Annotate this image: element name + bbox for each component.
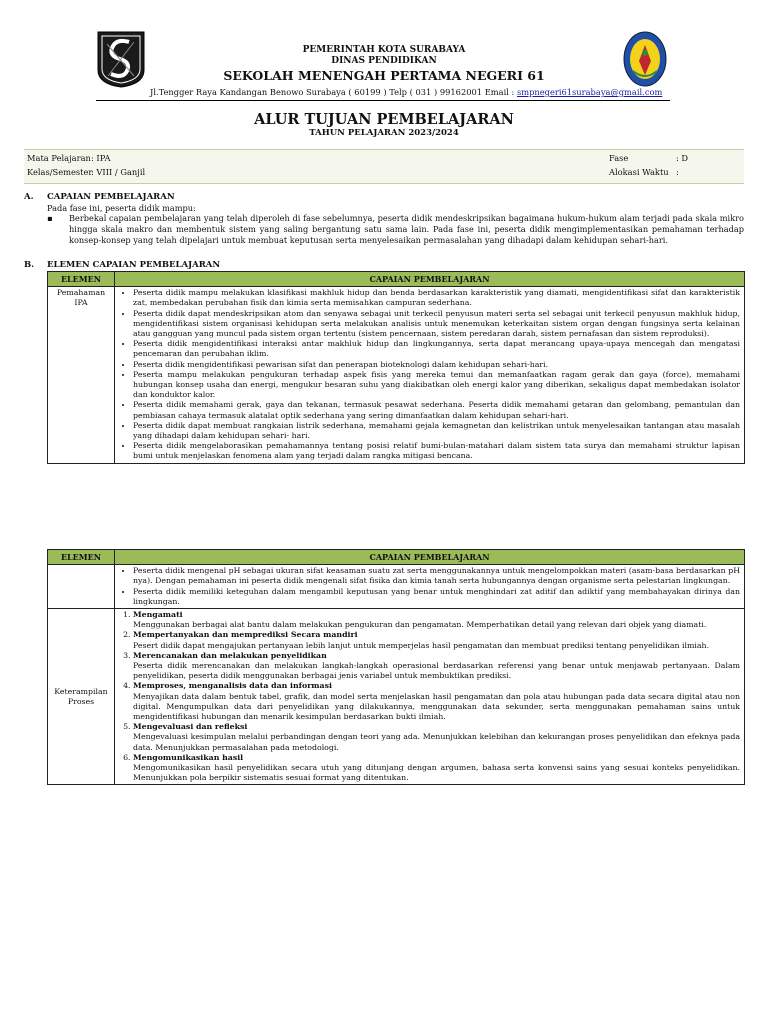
list-item: • Peserta didik mengelaborasikan pemahamannya tentang posisi relatif bumi-bulan-matahari dalam sistem tata surya dan memahami struktur lapisan bumi untuk menjelaskan fenomena alam yang terjadi dalam rangka mitigasi bencana. bbox=[133, 441, 740, 461]
step-item bbox=[133, 630, 740, 650]
list-item: • Peserta mampu melakukan pengukuran terhadap aspek fisis yang mereka temui dan memanfaatkan ragam gerak dan gaya (force), memahami hubungan konsep usaha dan energi, mengukur besaran suhu yang diakibatkan oleh energi kalor yang diberikan, sekaligus dapat membedakan isolator dan konduktor kalor. bbox=[133, 370, 740, 401]
step-title: 4. Memproses, menganalisis data dan informasi bbox=[133, 681, 332, 691]
address-text: Jl.Tengger Raya Kandangan Benowo Surabaya ( 60199 ) Telp ( 031 ) 99162001 Email : bbox=[150, 87, 517, 97]
header-divider bbox=[96, 100, 670, 101]
page-subtitle: TAHUN PELAJARAN 2023/2024 bbox=[309, 128, 459, 138]
col-capaian-header: CAPAIAN PEMBELAJARAN bbox=[115, 272, 745, 287]
step-item bbox=[133, 651, 740, 682]
bullet-icon: ▪ bbox=[47, 213, 53, 223]
step-title: 2. Mempertanyakan dan memprediksi Secara mandiri bbox=[133, 630, 358, 640]
step-item bbox=[133, 610, 740, 630]
list-item: • Peserta didik mengidentifikasi interaksi antar makhluk hidup dan lingkungannya, serta dapat merancang upaya-upaya mencegah dan mengatasi pencemaran dan perubahan iklim. bbox=[133, 339, 740, 359]
capaian-list bbox=[119, 566, 740, 607]
fase-value: : D bbox=[676, 153, 689, 163]
step-title: 6. Mengomunikasikan hasil bbox=[133, 752, 244, 762]
list-item: • Peserta didik mengenal pH sebagai ukuran sifat keasaman suatu zat serta menggunakannya untuk mengelompokkan materi (asam-basa berdasarkan pH nya). Dengan pemahaman ini peserta didik mengenali sifat fisika dan kimia tanah serta hubungannya dengan organisme serta pelestarian lingkungan. bbox=[133, 566, 740, 586]
col-capaian-header: CAPAIAN PEMBELAJARAN bbox=[115, 550, 745, 565]
alokasi-label: Alokasi Waktu bbox=[609, 167, 669, 177]
capaian-cell bbox=[115, 609, 745, 785]
email-link[interactable]: smpnegeri61surabaya@gmail.com bbox=[516, 87, 663, 97]
section-a-text: Berbekal capaian pembelajaran yang telah diperoleh di fase sebelumnya, peserta didik mendeskripsikan bagaimana hukum-hukum alam terjadi pada skala mikro hingga skala makro dan membentuk sistem yang saling bergantung satu sama lain. Pada fase ini, peserta didik mengimplementasikan pemahaman terhadap konsep-konsep yang telah dipelajari untuk membuat keputusan serta menyelesaikan permasalahan yang dihadapi dalam kehidupan sehari-hari. bbox=[69, 213, 744, 245]
steps-list bbox=[119, 610, 740, 783]
col-elemen-header: ELEMEN bbox=[48, 272, 115, 287]
list-item: • Peserta didik mampu melakukan klasifikasi makhluk hidup dan benda berdasarkan karakteristik yang diamati, mengidentifikasi sifat dan karakteristik zat, membedakan perubahan fisik dan kimia serta memisahkan campuran sederhana. bbox=[133, 288, 740, 308]
mapel-label: Mata Pelajaran bbox=[27, 153, 91, 163]
header-address bbox=[150, 87, 662, 97]
page-title: ALUR TUJUAN PEMBELAJARAN bbox=[254, 111, 514, 128]
header-school-name: SEKOLAH MENENGAH PERTAMA NEGERI 61 bbox=[223, 68, 545, 83]
kelas-value: : VIII / Ganjil bbox=[91, 167, 146, 177]
step-desc: Mengevaluasi kesimpulan melalui perbandingan dengan teori yang ada. Menunjukkan kelebihan dan kekurangan proses penyelidikan dan efeknya pada data. Menunjukkan permasalahan pada metodologi. bbox=[133, 732, 740, 752]
list-item: • Peserta didik dapat mendeskripsikan atom dan senyawa sebagai unit terkecil penyusun materi serta sel sebagai unit terkecil penyusun makhluk hidup, mengidentifikasi sistem organisasi kehidupan serta melakukan analisis untuk menemukan keterkaitan sistem organ dengan fungsinya serta kelainan atau gangguan yang muncul pada sistem organ tertentu (sistem pencernaan, sistem peredaran darah, sistem pernafasan dan sistem reproduksi). bbox=[133, 309, 740, 340]
step-desc: Menggunakan berbagai alat bantu dalam melakukan pengukuran dan pengamatan. Memperhatikan detail yang relevan dari objek yang diamati. bbox=[133, 620, 707, 630]
step-title: 5. Mengevaluasi dan refleksi bbox=[133, 722, 248, 732]
elemen-cell: Keterampilan Proses bbox=[48, 609, 115, 785]
elemen-cell-empty bbox=[48, 565, 115, 609]
elemen-table-1 bbox=[47, 271, 745, 464]
step-item bbox=[133, 681, 740, 722]
section-a-letter: A. bbox=[24, 192, 34, 202]
list-item: • Peserta didik mengidentifikasi pewarisan sifat dan penerapan bioteknologi dalam kehidupan sehari-hari. bbox=[133, 360, 740, 370]
elemen-cell: Pemahaman IPA bbox=[48, 287, 115, 463]
step-item bbox=[133, 753, 740, 784]
header-government: PEMERINTAH KOTA SURABAYA bbox=[302, 45, 466, 55]
table-row bbox=[48, 609, 745, 785]
step-desc: Peserta didik merencanakan dan melakukan langkah-langkah operasional berdasarkan referensi yang benar untuk menjawab pertanyaan. Dalam penyelidikan, peserta didik menggunakan berbagai jenis variabel untuk membuktikan prediksi. bbox=[133, 661, 740, 681]
elemen-table-2 bbox=[47, 549, 745, 785]
capaian-cell bbox=[115, 565, 745, 609]
step-title: 3. Merencanakan dan melakukan penyelidikan bbox=[133, 650, 327, 660]
section-a-intro: Pada fase ini, peserta didik mampu: bbox=[47, 203, 196, 213]
table-header-row bbox=[48, 550, 745, 565]
fase-label: Fase bbox=[609, 153, 629, 163]
step-desc: Menyajikan data dalam bentuk tabel, grafik, dan model serta menjelaskan hasil pengamatan dan pola atau hubungan pada data secara digital atau non digital. Mengumpulkan data dari penyelidikan yang dilakukannya, menggunakan data sekunder, serta menggunakan pemahaman sains untuk mengidentifikasi hubungan dan menarik kesimpulan berdasarkan bukti ilmiah. bbox=[133, 691, 740, 722]
capaian-cell bbox=[115, 287, 745, 463]
table-header-row bbox=[48, 272, 745, 287]
table-row bbox=[48, 565, 745, 609]
list-item: • Peserta didik memahami gerak, gaya dan tekanan, termasuk pesawat sederhana. Peserta didik memahami getaran dan gelombang, pemantulan dan pembiasan cahaya termasuk alatalat optik sederhana yang sering dimanfaatkan dalam kehidupan sehari-hari. bbox=[133, 400, 740, 420]
header-department: DINAS PENDIDIKAN bbox=[331, 56, 437, 66]
alokasi-value: : bbox=[676, 167, 679, 177]
step-desc: Pesert didik dapat mengajukan pertanyaan lebih lanjut untuk memperjelas hasil pengamatan dan membuat prediksi tentang penyelidikan ilmiah. bbox=[133, 640, 710, 650]
mapel-value: : IPA bbox=[91, 153, 111, 163]
step-title: 1. Mengamati bbox=[133, 610, 183, 620]
table-row bbox=[48, 287, 745, 463]
step-item bbox=[133, 722, 740, 753]
col-elemen-header: ELEMEN bbox=[48, 550, 115, 565]
section-b-heading: ELEMEN CAPAIAN PEMBELAJARAN bbox=[47, 260, 221, 270]
capaian-list bbox=[119, 288, 740, 461]
list-item: • Peserta didik dapat membuat rangkaian listrik sederhana, memahami gejala kemagnetan dan kelistrikan untuk menyelesaikan tantangan atau masalah yang dihadapi dalam kehidupan sehari- hari. bbox=[133, 421, 740, 441]
kelas-label: Kelas/Semester bbox=[27, 167, 93, 177]
section-a-heading: CAPAIAN PEMBELAJARAN bbox=[47, 192, 175, 202]
step-desc: Mengomunikasikan hasil penyelidikan secara utuh yang ditunjang dengan argumen, bahasa serta konvensi sains yang sesuai konteks penyelidikan. Menunjukkan pola berpikir sistematis sesuai format yang ditentukan. bbox=[133, 763, 740, 783]
section-b-letter: B. bbox=[24, 260, 35, 270]
list-item: • Peserta didik memiliki keteguhan dalam mengambil keputusan yang benar untuk menghindari zat aditif dan adiktif yang membahayakan dirinya dan lingkungan. bbox=[133, 587, 740, 607]
